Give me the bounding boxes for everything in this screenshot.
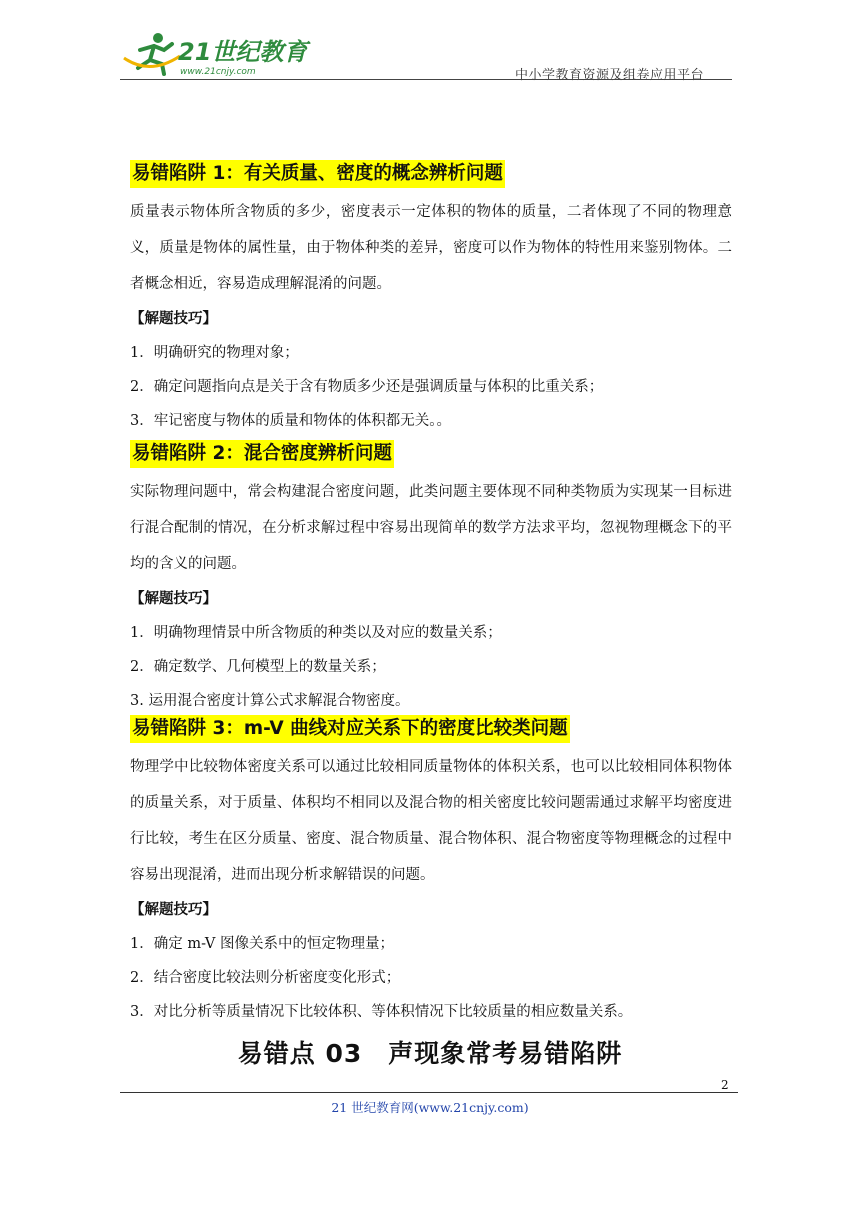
footer-divider: [120, 1092, 738, 1093]
chapter-title: 易错点 03 声现象常考易错陷阱: [237, 1039, 623, 1068]
header-divider: [120, 79, 732, 80]
logo-icon: [120, 28, 320, 80]
list-item: 3．对比分析等质量情况下比较体积、等体积情况下比较质量的相应数量关系。: [130, 1004, 633, 1020]
section-title: 易错陷阱 1：有关质量、密度的概念辨析问题: [130, 160, 505, 188]
section-2: [130, 440, 732, 718]
svg-text:21世纪教育: 21世纪教育: [178, 38, 308, 66]
page-header: [120, 28, 732, 83]
list-item: 3．牢记密度与物体的质量和物体的体积都无关。。: [130, 413, 451, 429]
section-paragraph: 质量表示物体所含物质的多少，密度表示一定体积的物体的质量，二者体现了不同的物理意义，质量是物体的属性量，由于物体种类的差异，密度可以作为物体的特性用来鉴别物体。二者概念相近，容易造成理解混淆的问题。: [130, 204, 732, 292]
tip-label: 【解题技巧】: [130, 902, 217, 918]
section-paragraph: 实际物理问题中，常会构建混合密度问题，此类问题主要体现不同种类物质为实现某一目标进行混合配制的情况，在分析求解过程中容易出现简单的数学方法求平均，忽视物理概念下的平均的含义的问题。: [130, 484, 732, 572]
section-3: [130, 715, 732, 1029]
platform-label: 中小学教育资源及组卷应用平台: [514, 68, 704, 83]
list-item: 1．明确物理情景中所含物质的种类以及对应的数量关系；: [130, 625, 502, 641]
list-item: 2．确定数学、几何模型上的数量关系；: [130, 659, 386, 675]
tip-label: 【解题技巧】: [130, 591, 217, 607]
list-item: 2．结合密度比较法则分析密度变化形式；: [130, 970, 401, 986]
section-paragraph: 物理学中比较物体密度关系可以通过比较相同质量物体的体积关系，也可以比较相同体积物体的质量关系，对于质量、体积均不相同以及混合物的相关密度比较问题需通过求解平均密度进行比较，考生在区分质量、密度、混合物质量、混合物体积、混合物密度等物理概念的过程中容易出现混淆，进而出现分析求解错误的问题。: [130, 759, 732, 883]
svg-text:www.21cnjy.com: www.21cnjy.com: [180, 67, 256, 77]
footer-link[interactable]: 21 世纪教育网(www.21cnjy.com): [331, 1100, 529, 1115]
section-title: 易错陷阱 3：m-V 曲线对应关系下的密度比较类问题: [130, 715, 570, 743]
list-item: 1．明确研究的物理对象；: [130, 345, 299, 361]
page-number: 2: [721, 1078, 729, 1092]
list-item: 1．确定 m-V 图像关系中的恒定物理量；: [130, 936, 395, 952]
list-item: 3. 运用混合密度计算公式求解混合物密度。: [130, 693, 410, 709]
section-title: 易错陷阱 2：混合密度辨析问题: [130, 440, 394, 468]
list-item: 2．确定问题指向点是关于含有物质多少还是强调质量与体积的比重关系；: [130, 379, 604, 395]
section-1: [130, 160, 732, 438]
tip-label: 【解题技巧】: [130, 311, 217, 327]
